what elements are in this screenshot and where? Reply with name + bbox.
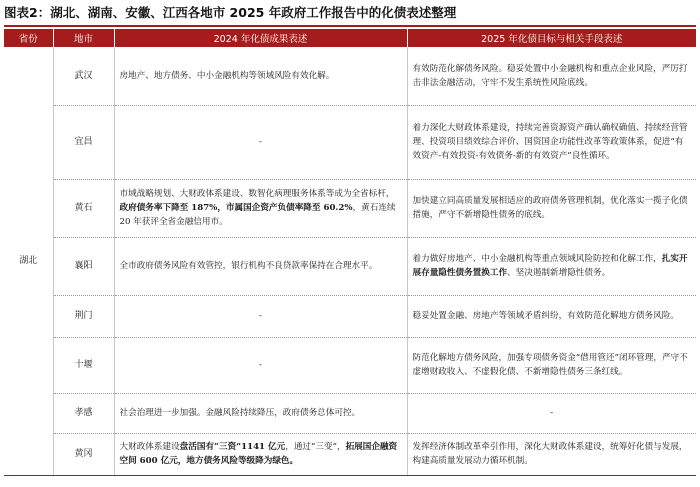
- text-segment: 房地产、地方债务、中小金融机构等领域风险有效化解。: [119, 70, 335, 81]
- cell-2025: [407, 105, 696, 179]
- city-cell: 宜昌: [53, 105, 114, 179]
- city-cell: 黄冈: [53, 433, 114, 475]
- text-segment: 防范化解地方债务风险，加强专项债务资金“借用管还”闭环管理，严守不虚增财政收入、不虚假化债、不新增隐性债务三条红线。: [412, 353, 688, 377]
- table-row: [4, 433, 696, 475]
- table-body: [4, 47, 696, 475]
- text-segment: -: [550, 408, 554, 418]
- text-segment: 发挥经济体制改革牵引作用，深化大财政体系建设，统筹好化债与发展，构建高质量发展动力循环机制。: [412, 442, 688, 466]
- header-city: 地市: [53, 29, 114, 47]
- table-row: [4, 337, 696, 393]
- province-cell: 湖北: [4, 47, 53, 475]
- table-row: [4, 393, 696, 433]
- text-segment: 扎实开展存量隐性债务置换工作: [412, 254, 688, 278]
- table-row: [4, 295, 696, 337]
- text-segment: -: [259, 137, 262, 147]
- table-row: [4, 47, 696, 105]
- cell-2025: [407, 393, 696, 433]
- text-segment: -: [259, 360, 262, 370]
- cell-2024: [114, 433, 407, 475]
- cell-2025: [407, 237, 696, 295]
- cell-2025: [407, 337, 696, 393]
- text-segment: 政府债务率下降至 187%，市属国企资产负债率降至 60.2%: [119, 203, 353, 213]
- text-segment: 稳妥处置金融、房地产等领域矛盾纠纷，有效防范化解地方债务风险。: [412, 311, 679, 321]
- cell-2024: [114, 337, 407, 393]
- text-segment: 大财政体系建设: [119, 442, 180, 452]
- cell-2025: [407, 179, 696, 237]
- text-segment: 着力深化大财政体系建设，持续完善资源资产确认确权确值、持续经营管理、投资项目绩效综合评价、国资国企功能性改革等政策体系，促进“有效资产-有效投资-有效债务-新的有效资产”良性循环。: [412, 123, 688, 161]
- text-segment: 市域战略规划、大财政体系建设、数智化病理服务体系等成为全省标杆，: [119, 189, 395, 199]
- text-segment: 盘活国有“三资”1141 亿元: [179, 442, 286, 452]
- text-segment: 有效防范化解债务风险。稳妥处置中小金融机构和重点企业风险，严厉打击非法金融活动，守牢不发生系统性风险底线。: [412, 63, 688, 88]
- cell-2024: [114, 393, 407, 433]
- text-segment: 拓展国企融资空间 600 亿元，地方债务风险等级降为绿色。: [119, 442, 398, 466]
- table-row: [4, 105, 696, 179]
- text-segment: 着力做好房地产、中小金融机构等重点领域风险防控和化解工作，: [412, 254, 662, 264]
- text-segment: 加快建立同高质量发展相适应的政府债务管理机制，优化落实一揽子化债措施，严守不新增隐性债务的底线。: [412, 196, 688, 220]
- cell-2025: [407, 433, 696, 475]
- city-cell: 孝感: [53, 393, 114, 433]
- table-row: [4, 237, 696, 295]
- header-2025: 2025 年化债目标与相关手段表述: [407, 29, 696, 47]
- debt-statement-table: [4, 29, 696, 476]
- cell-2025: [407, 295, 696, 337]
- cell-2024: [114, 179, 407, 237]
- city-cell: 荆门: [53, 295, 114, 337]
- city-cell: 襄阳: [53, 237, 114, 295]
- table-header-row: [4, 29, 696, 47]
- text-segment: -: [259, 311, 262, 321]
- city-cell: 武汉: [53, 47, 114, 105]
- table-row: [4, 179, 696, 237]
- cell-2024: [114, 47, 407, 105]
- text-segment: 、坚决遏制新增隐性债务。: [507, 268, 611, 278]
- header-2024: 2024 年化债成果表述: [114, 29, 407, 47]
- text-segment: ，黄石连续 20 年获评全省金融信用市。: [119, 203, 396, 227]
- header-province: 省份: [4, 29, 53, 47]
- figure-title: 图表2：湖北、湖南、安徽、江西各地市 2025 年政府工作报告中的化债表述整理: [4, 5, 457, 20]
- city-cell: 十堰: [53, 337, 114, 393]
- cell-2024: [114, 295, 407, 337]
- cell-2025: [407, 47, 696, 105]
- text-segment: 社会治理进一步加强。金融风险持续降压，政府债务总体可控。: [119, 408, 361, 418]
- cell-2024: [114, 105, 407, 179]
- city-cell: 黄石: [53, 179, 114, 237]
- text-segment: 全市政府债务风险有效管控，银行机构不良贷款率保持在合理水平。: [119, 261, 378, 271]
- title-divider: [4, 25, 696, 27]
- cell-2024: [114, 237, 407, 295]
- text-segment: ，通过“三变”，: [285, 442, 346, 452]
